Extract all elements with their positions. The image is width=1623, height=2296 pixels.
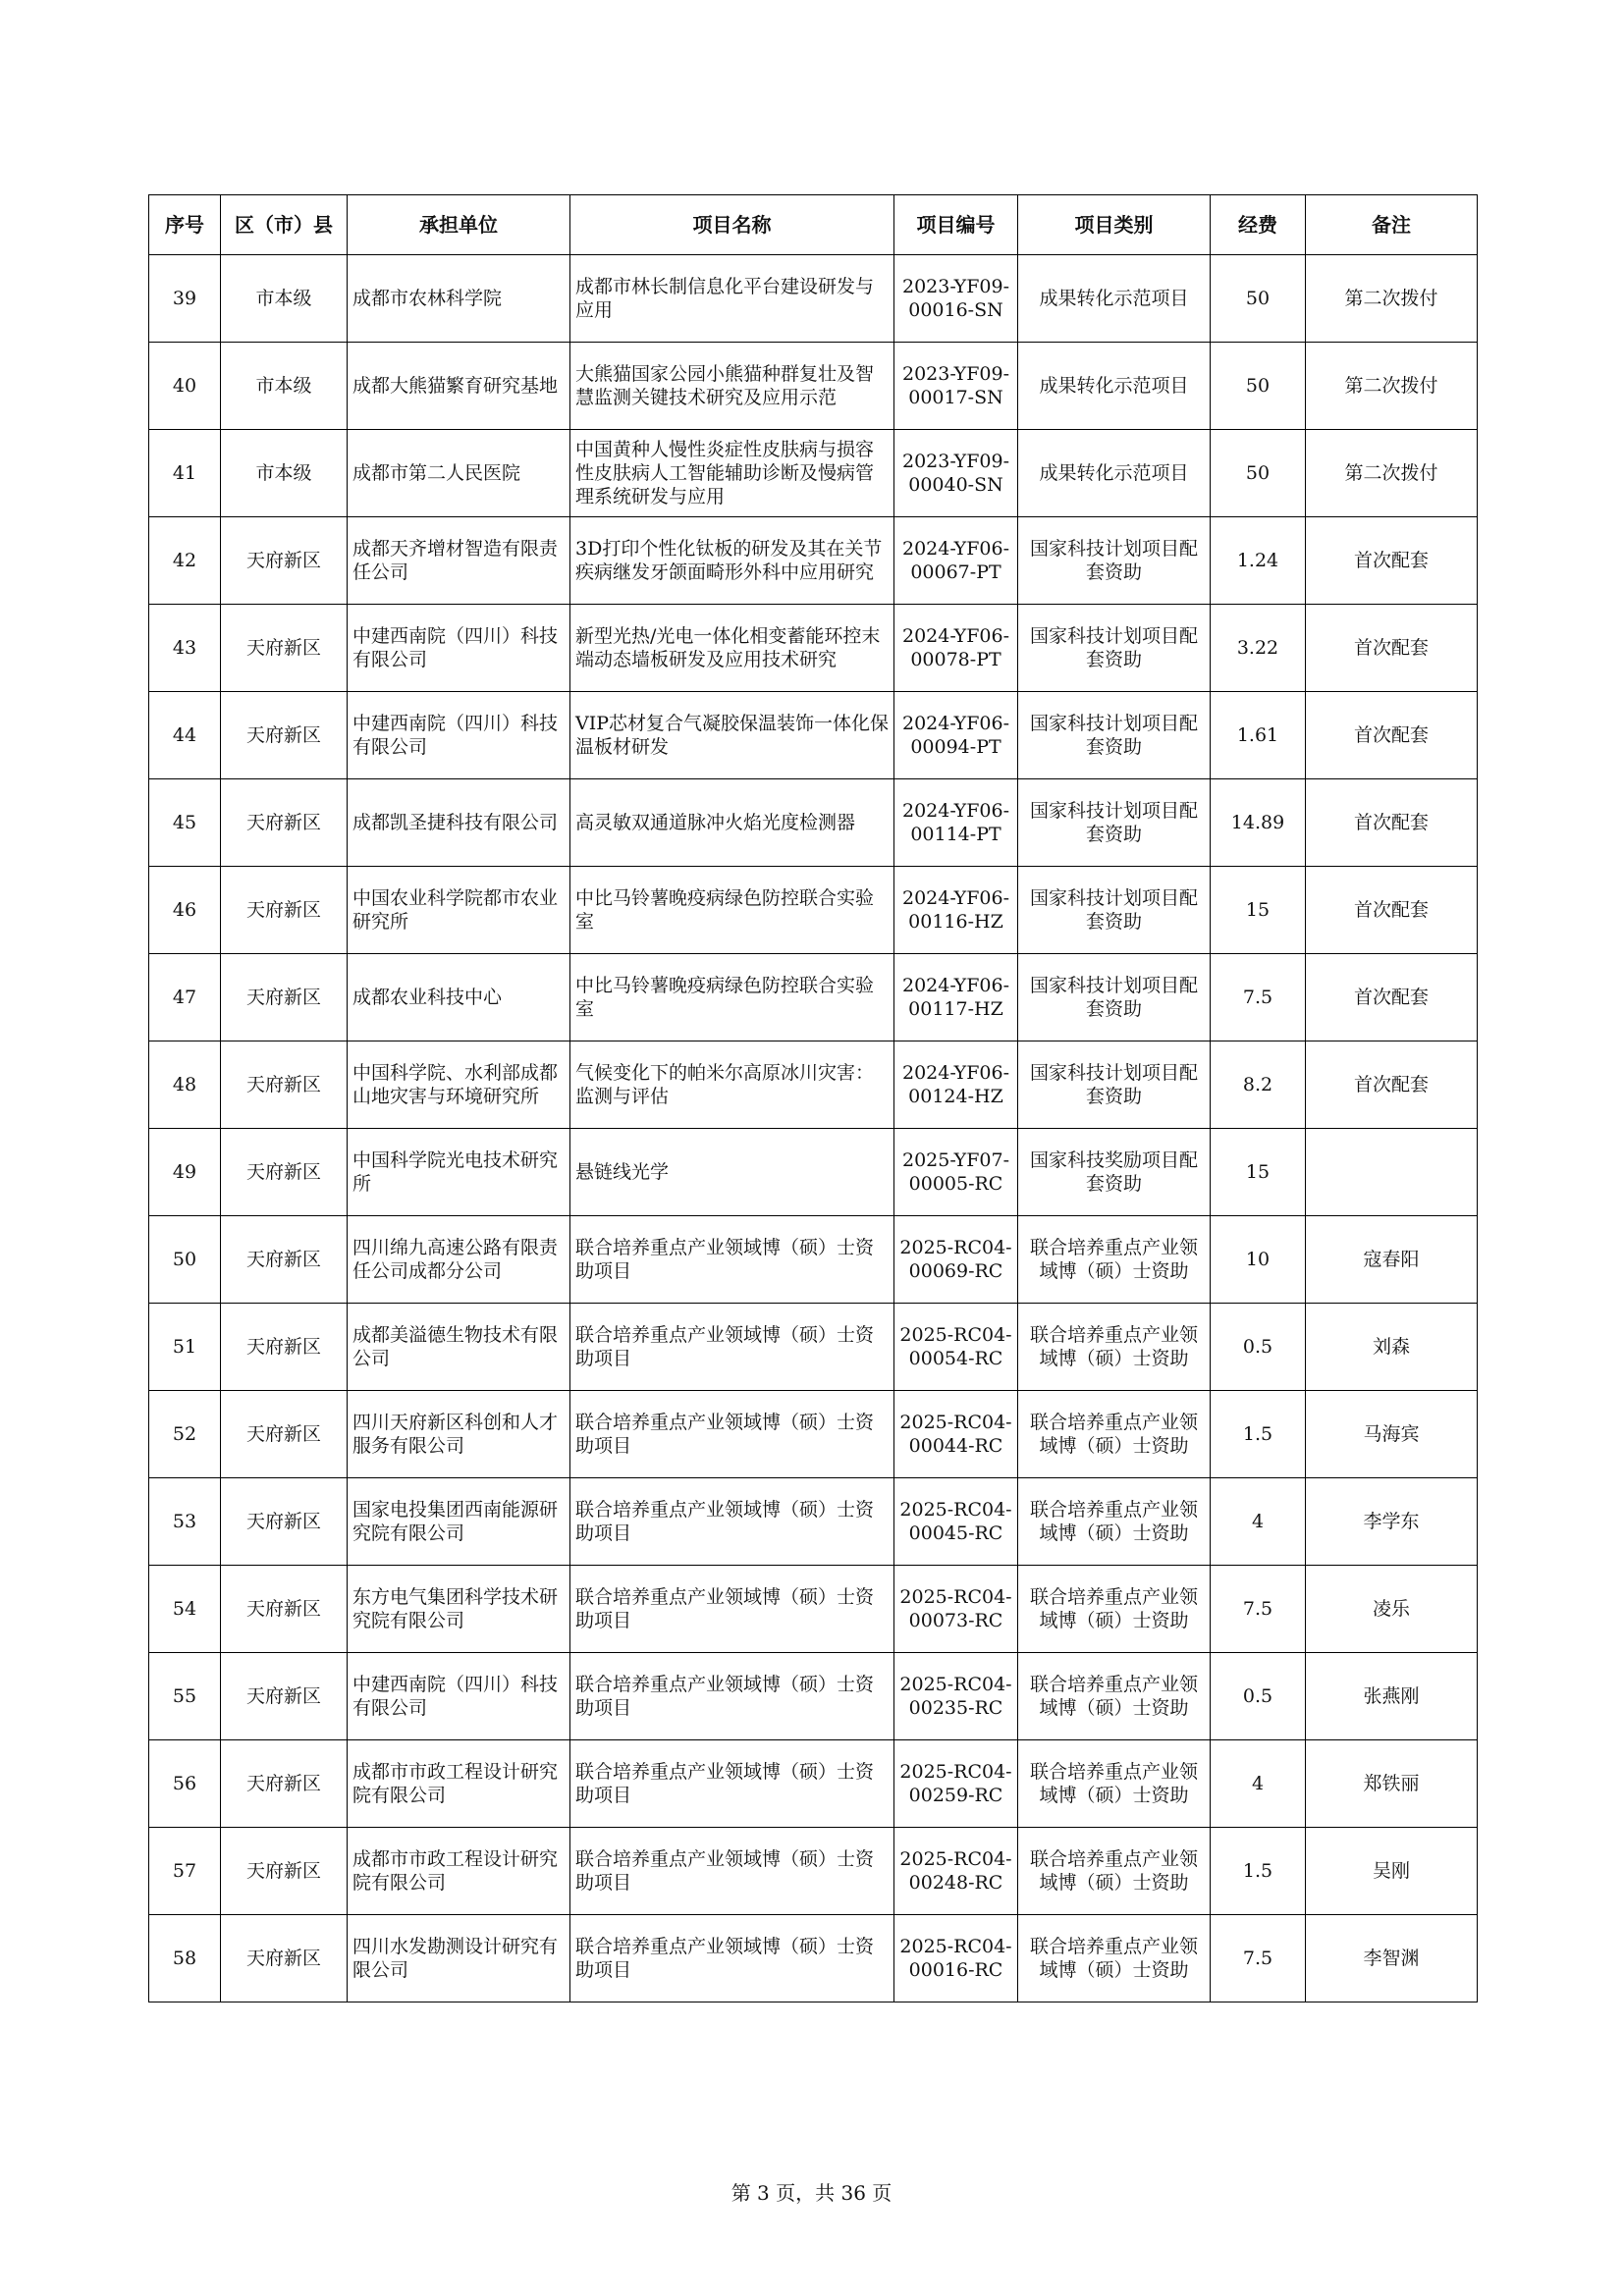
cell-project-code: 2025-RC04-00054-RC	[894, 1304, 1018, 1391]
cell-organization: 中国农业科学院都市农业研究所	[348, 867, 570, 954]
cell-project-code: 2023-YF09-00040-SN	[894, 430, 1018, 517]
cell-project-name: 联合培养重点产业领域博（硕）士资助项目	[570, 1653, 894, 1740]
cell-district: 天府新区	[221, 1391, 348, 1478]
cell-organization: 中建西南院（四川）科技有限公司	[348, 692, 570, 779]
cell-funding: 3.22	[1211, 605, 1306, 692]
cell-project-name: 中比马铃薯晚疫病绿色防控联合实验室	[570, 867, 894, 954]
cell-project-category: 联合培养重点产业领域博（硕）士资助	[1018, 1740, 1211, 1828]
cell-project-name: VIP芯材复合气凝胶保温装饰一体化保温板材研发	[570, 692, 894, 779]
table-row	[149, 343, 1478, 430]
cell-remark: 首次配套	[1306, 692, 1478, 779]
cell-remark: 郑铁丽	[1306, 1740, 1478, 1828]
cell-organization: 成都大熊猫繁育研究基地	[348, 343, 570, 430]
cell-project-code: 2025-RC04-00235-RC	[894, 1653, 1018, 1740]
table-row	[149, 517, 1478, 605]
cell-organization: 东方电气集团科学技术研究院有限公司	[348, 1566, 570, 1653]
funding-table	[148, 194, 1478, 2002]
cell-funding: 50	[1211, 430, 1306, 517]
cell-project-code: 2024-YF06-00067-PT	[894, 517, 1018, 605]
cell-project-name: 联合培养重点产业领域博（硕）士资助项目	[570, 1304, 894, 1391]
cell-project-category: 国家科技计划项目配套资助	[1018, 954, 1211, 1041]
cell-remark: 马海宾	[1306, 1391, 1478, 1478]
cell-funding: 10	[1211, 1216, 1306, 1304]
table-row	[149, 255, 1478, 343]
cell-project-name: 联合培养重点产业领域博（硕）士资助项目	[570, 1391, 894, 1478]
cell-district: 天府新区	[221, 692, 348, 779]
cell-index: 42	[149, 517, 221, 605]
cell-project-category: 联合培养重点产业领域博（硕）士资助	[1018, 1566, 1211, 1653]
table-header-row	[149, 195, 1478, 255]
header-organization: 承担单位	[348, 195, 570, 255]
cell-funding: 7.5	[1211, 1566, 1306, 1653]
cell-district: 天府新区	[221, 1216, 348, 1304]
cell-funding: 4	[1211, 1740, 1306, 1828]
cell-project-code: 2025-RC04-00248-RC	[894, 1828, 1018, 1915]
cell-remark: 首次配套	[1306, 954, 1478, 1041]
cell-project-code: 2025-YF07-00005-RC	[894, 1129, 1018, 1216]
cell-project-code: 2024-YF06-00094-PT	[894, 692, 1018, 779]
table-row	[149, 867, 1478, 954]
cell-district: 天府新区	[221, 1129, 348, 1216]
cell-organization: 国家电投集团西南能源研究院有限公司	[348, 1478, 570, 1566]
cell-funding: 15	[1211, 1129, 1306, 1216]
cell-organization: 中国科学院、水利部成都山地灾害与环境研究所	[348, 1041, 570, 1129]
cell-funding: 0.5	[1211, 1653, 1306, 1740]
cell-district: 天府新区	[221, 1653, 348, 1740]
cell-index: 54	[149, 1566, 221, 1653]
cell-project-category: 联合培养重点产业领域博（硕）士资助	[1018, 1391, 1211, 1478]
cell-index: 55	[149, 1653, 221, 1740]
cell-index: 43	[149, 605, 221, 692]
cell-district: 天府新区	[221, 779, 348, 867]
cell-project-category: 成果转化示范项目	[1018, 343, 1211, 430]
cell-funding: 8.2	[1211, 1041, 1306, 1129]
header-district: 区（市）县	[221, 195, 348, 255]
cell-project-code: 2025-RC04-00044-RC	[894, 1391, 1018, 1478]
cell-index: 49	[149, 1129, 221, 1216]
cell-index: 46	[149, 867, 221, 954]
cell-organization: 成都市第二人民医院	[348, 430, 570, 517]
cell-project-code: 2024-YF06-00124-HZ	[894, 1041, 1018, 1129]
cell-project-category: 联合培养重点产业领域博（硕）士资助	[1018, 1304, 1211, 1391]
cell-district: 天府新区	[221, 605, 348, 692]
cell-project-category: 成果转化示范项目	[1018, 255, 1211, 343]
table-row	[149, 1216, 1478, 1304]
cell-project-category: 联合培养重点产业领域博（硕）士资助	[1018, 1478, 1211, 1566]
cell-organization: 成都农业科技中心	[348, 954, 570, 1041]
cell-project-code: 2024-YF06-00078-PT	[894, 605, 1018, 692]
cell-district: 天府新区	[221, 1566, 348, 1653]
cell-index: 45	[149, 779, 221, 867]
cell-index: 57	[149, 1828, 221, 1915]
cell-project-name: 中比马铃薯晚疫病绿色防控联合实验室	[570, 954, 894, 1041]
cell-funding: 1.5	[1211, 1391, 1306, 1478]
cell-index: 50	[149, 1216, 221, 1304]
cell-project-code: 2025-RC04-00259-RC	[894, 1740, 1018, 1828]
table-row	[149, 1041, 1478, 1129]
cell-organization: 成都市市政工程设计研究院有限公司	[348, 1828, 570, 1915]
cell-funding: 7.5	[1211, 954, 1306, 1041]
table-row	[149, 1391, 1478, 1478]
cell-index: 58	[149, 1915, 221, 2002]
cell-remark: 第二次拨付	[1306, 255, 1478, 343]
cell-project-name: 气候变化下的帕米尔高原冰川灾害：监测与评估	[570, 1041, 894, 1129]
cell-project-name: 联合培养重点产业领域博（硕）士资助项目	[570, 1740, 894, 1828]
cell-organization: 中建西南院（四川）科技有限公司	[348, 605, 570, 692]
cell-project-category: 国家科技计划项目配套资助	[1018, 867, 1211, 954]
cell-funding: 1.24	[1211, 517, 1306, 605]
table-row	[149, 1915, 1478, 2002]
cell-index: 47	[149, 954, 221, 1041]
cell-district: 天府新区	[221, 517, 348, 605]
cell-project-name: 联合培养重点产业领域博（硕）士资助项目	[570, 1566, 894, 1653]
cell-funding: 4	[1211, 1478, 1306, 1566]
header-project-category: 项目类别	[1018, 195, 1211, 255]
cell-project-code: 2023-YF09-00016-SN	[894, 255, 1018, 343]
cell-organization: 成都凯圣捷科技有限公司	[348, 779, 570, 867]
table-row	[149, 1304, 1478, 1391]
cell-funding: 50	[1211, 255, 1306, 343]
cell-remark: 首次配套	[1306, 1041, 1478, 1129]
cell-project-code: 2025-RC04-00016-RC	[894, 1915, 1018, 2002]
header-remark: 备注	[1306, 195, 1478, 255]
cell-project-name: 悬链线光学	[570, 1129, 894, 1216]
cell-project-name: 联合培养重点产业领域博（硕）士资助项目	[570, 1216, 894, 1304]
cell-index: 56	[149, 1740, 221, 1828]
cell-project-category: 国家科技奖励项目配套资助	[1018, 1129, 1211, 1216]
cell-project-name: 高灵敏双通道脉冲火焰光度检测器	[570, 779, 894, 867]
cell-project-name: 联合培养重点产业领域博（硕）士资助项目	[570, 1828, 894, 1915]
cell-organization: 成都天齐增材智造有限责任公司	[348, 517, 570, 605]
cell-index: 52	[149, 1391, 221, 1478]
header-funding: 经费	[1211, 195, 1306, 255]
cell-district: 天府新区	[221, 1915, 348, 2002]
cell-remark: 首次配套	[1306, 779, 1478, 867]
table-row	[149, 1478, 1478, 1566]
cell-district: 天府新区	[221, 954, 348, 1041]
table-row	[149, 1566, 1478, 1653]
cell-project-category: 联合培养重点产业领域博（硕）士资助	[1018, 1653, 1211, 1740]
table-row	[149, 1653, 1478, 1740]
cell-project-code: 2024-YF06-00114-PT	[894, 779, 1018, 867]
cell-funding: 15	[1211, 867, 1306, 954]
cell-index: 40	[149, 343, 221, 430]
cell-project-name: 联合培养重点产业领域博（硕）士资助项目	[570, 1478, 894, 1566]
cell-district: 天府新区	[221, 1478, 348, 1566]
cell-district: 天府新区	[221, 1740, 348, 1828]
cell-district: 市本级	[221, 255, 348, 343]
page-footer: 第 3 页，共 36 页	[730, 2181, 893, 2205]
cell-project-name: 中国黄种人慢性炎症性皮肤病与损容性皮肤病人工智能辅助诊断及慢病管理系统研发与应用	[570, 430, 894, 517]
cell-funding: 7.5	[1211, 1915, 1306, 2002]
cell-organization: 中建西南院（四川）科技有限公司	[348, 1653, 570, 1740]
cell-index: 48	[149, 1041, 221, 1129]
cell-remark: 寇春阳	[1306, 1216, 1478, 1304]
cell-remark: 吴刚	[1306, 1828, 1478, 1915]
cell-remark: 凌乐	[1306, 1566, 1478, 1653]
cell-index: 53	[149, 1478, 221, 1566]
cell-project-category: 国家科技计划项目配套资助	[1018, 779, 1211, 867]
cell-remark: 李智渊	[1306, 1915, 1478, 2002]
table-body	[149, 255, 1478, 2002]
cell-index: 39	[149, 255, 221, 343]
cell-funding: 14.89	[1211, 779, 1306, 867]
cell-remark: 第二次拨付	[1306, 430, 1478, 517]
cell-index: 41	[149, 430, 221, 517]
cell-project-code: 2024-YF06-00116-HZ	[894, 867, 1018, 954]
cell-district: 天府新区	[221, 1041, 348, 1129]
header-project-name: 项目名称	[570, 195, 894, 255]
table-row	[149, 430, 1478, 517]
table-row	[149, 954, 1478, 1041]
table-row	[149, 692, 1478, 779]
cell-project-category: 国家科技计划项目配套资助	[1018, 1041, 1211, 1129]
cell-project-name: 3D打印个性化钛板的研发及其在关节疾病继发牙颌面畸形外科中应用研究	[570, 517, 894, 605]
cell-project-category: 联合培养重点产业领域博（硕）士资助	[1018, 1828, 1211, 1915]
table-row	[149, 1129, 1478, 1216]
cell-organization: 成都市农林科学院	[348, 255, 570, 343]
cell-district: 市本级	[221, 343, 348, 430]
cell-project-name: 大熊猫国家公园小熊猫种群复壮及智慧监测关键技术研究及应用示范	[570, 343, 894, 430]
cell-project-code: 2025-RC04-00045-RC	[894, 1478, 1018, 1566]
cell-district: 市本级	[221, 430, 348, 517]
cell-remark: 刘森	[1306, 1304, 1478, 1391]
cell-district: 天府新区	[221, 1828, 348, 1915]
cell-remark: 首次配套	[1306, 867, 1478, 954]
cell-funding: 50	[1211, 343, 1306, 430]
table-row	[149, 1828, 1478, 1915]
cell-project-category: 国家科技计划项目配套资助	[1018, 605, 1211, 692]
cell-index: 51	[149, 1304, 221, 1391]
cell-organization: 四川水发勘测设计研究有限公司	[348, 1915, 570, 2002]
cell-project-code: 2025-RC04-00073-RC	[894, 1566, 1018, 1653]
cell-district: 天府新区	[221, 1304, 348, 1391]
table-row	[149, 605, 1478, 692]
cell-project-code: 2023-YF09-00017-SN	[894, 343, 1018, 430]
cell-funding: 1.5	[1211, 1828, 1306, 1915]
cell-district: 天府新区	[221, 867, 348, 954]
cell-funding: 1.61	[1211, 692, 1306, 779]
cell-remark: 第二次拨付	[1306, 343, 1478, 430]
cell-remark	[1306, 1129, 1478, 1216]
cell-project-name: 成都市林长制信息化平台建设研发与应用	[570, 255, 894, 343]
cell-remark: 张燕刚	[1306, 1653, 1478, 1740]
cell-project-name: 新型光热/光电一体化相变蓄能环控末端动态墙板研发及应用技术研究	[570, 605, 894, 692]
cell-project-category: 国家科技计划项目配套资助	[1018, 517, 1211, 605]
header-project-code: 项目编号	[894, 195, 1018, 255]
cell-remark: 首次配套	[1306, 605, 1478, 692]
cell-project-category: 国家科技计划项目配套资助	[1018, 692, 1211, 779]
cell-project-category: 成果转化示范项目	[1018, 430, 1211, 517]
cell-organization: 四川天府新区科创和人才服务有限公司	[348, 1391, 570, 1478]
cell-project-name: 联合培养重点产业领域博（硕）士资助项目	[570, 1915, 894, 2002]
cell-index: 44	[149, 692, 221, 779]
cell-project-code: 2024-YF06-00117-HZ	[894, 954, 1018, 1041]
cell-project-category: 联合培养重点产业领域博（硕）士资助	[1018, 1216, 1211, 1304]
cell-organization: 成都美溢德生物技术有限公司	[348, 1304, 570, 1391]
cell-organization: 中国科学院光电技术研究所	[348, 1129, 570, 1216]
cell-remark: 首次配套	[1306, 517, 1478, 605]
cell-organization: 成都市市政工程设计研究院有限公司	[348, 1740, 570, 1828]
table-row	[149, 779, 1478, 867]
cell-funding: 0.5	[1211, 1304, 1306, 1391]
cell-remark: 李学东	[1306, 1478, 1478, 1566]
cell-project-code: 2025-RC04-00069-RC	[894, 1216, 1018, 1304]
cell-project-category: 联合培养重点产业领域博（硕）士资助	[1018, 1915, 1211, 2002]
cell-organization: 四川绵九高速公路有限责任公司成都分公司	[348, 1216, 570, 1304]
header-index: 序号	[149, 195, 221, 255]
table-row	[149, 1740, 1478, 1828]
